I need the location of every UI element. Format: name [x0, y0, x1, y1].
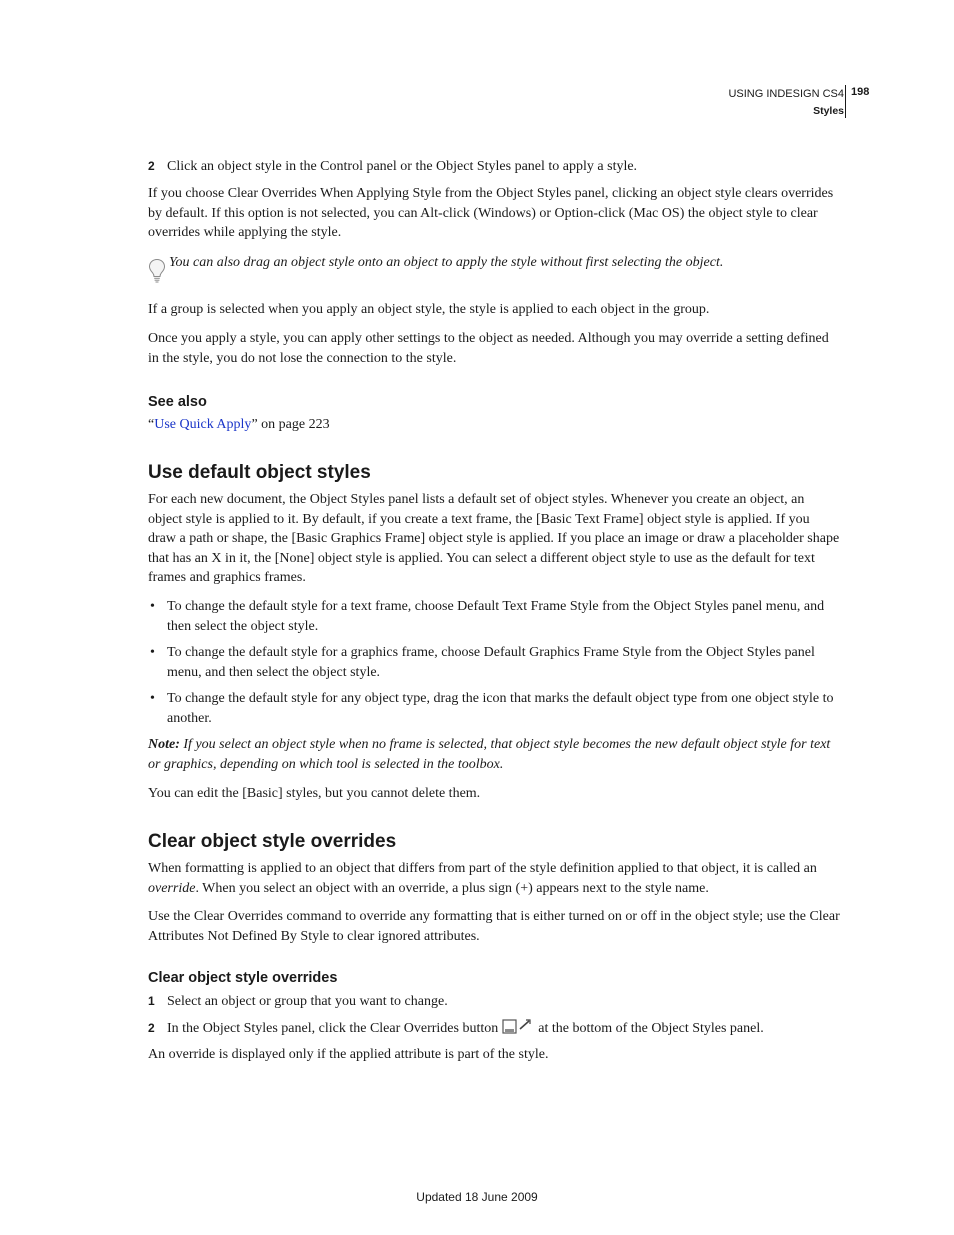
page-number: 198	[851, 86, 870, 98]
use-default-object-styles-heading: Use default object styles	[148, 462, 371, 483]
list-item	[148, 597, 840, 636]
lightbulb-icon	[148, 258, 166, 284]
see-also-reference	[148, 415, 840, 435]
note-label: Note:	[148, 737, 180, 752]
bullet-marker: •	[150, 599, 155, 614]
step-number: 2	[148, 1021, 155, 1035]
final-paragraph: An override is displayed only if the applied attribute is part of the style.	[148, 1047, 549, 1062]
see-also-heading: See also	[148, 394, 207, 410]
section-name: Styles	[813, 105, 844, 117]
group-paragraph: If a group is selected when you apply an object style, the style is applied to each object in the group.	[148, 302, 710, 317]
clear-overrides-command-paragraph: Use the Clear Overrides command to override any formatting that is either turned on or off in the object style; use the Clear Attributes Not Defined By Style to clear ignored attributes.	[148, 909, 840, 944]
page-reference: ” on page 223	[251, 417, 330, 432]
note-text: If you select an object style when no frame is selected, that object style becomes the new default object style for text or graphics, depending on which tool is selected in the toolbox.	[148, 737, 831, 772]
list-item	[148, 643, 840, 682]
step-text: Select an object or group that you want to change.	[167, 994, 448, 1009]
doc-title: USING INDESIGN CS4	[728, 88, 844, 100]
list-item	[148, 689, 840, 728]
use-quick-apply-link[interactable]: Use Quick Apply	[154, 417, 252, 432]
list-item-text: To change the default style for a graphics frame, choose Default Graphics Frame Style from the Object Styles panel menu, and then select the object style.	[167, 645, 815, 680]
override-intro	[148, 859, 840, 898]
note	[148, 735, 840, 774]
bullet-marker: •	[150, 645, 155, 660]
step-text-before: In the Object Styles panel, click the Clear Overrides button	[167, 1021, 499, 1036]
clear-overrides-paragraph: If you choose Clear Overrides When Applying Style from the Object Styles panel, clicking an object style clears overrides by default. If this option is not selected, you can Alt-click (Windows) or Option-click (Mac OS) the object style to clear overrides while applying the style.	[148, 186, 834, 241]
list-item-text: To change the default style for any object type, drag the icon that marks the default object type from one object style to another.	[167, 691, 834, 726]
step-1	[148, 992, 840, 1012]
clear-overrides-icon	[502, 1018, 532, 1036]
step-text: Click an object style in the Control panel or the Object Styles panel to apply a style.	[167, 159, 638, 174]
step-text-after: at the bottom of the Object Styles panel.	[538, 1021, 764, 1036]
tip-text: You can also drag an object style onto an object to apply the style without first selecting the object.	[169, 255, 724, 270]
step-2-clear	[148, 1018, 840, 1039]
clear-overrides-subheading: Clear object style overrides	[148, 970, 338, 986]
header-titles	[728, 86, 844, 120]
open-quote: “	[148, 417, 155, 432]
clear-object-style-overrides-heading: Clear object style overrides	[148, 831, 397, 852]
override-term: override	[148, 880, 196, 896]
step-number: 1	[148, 994, 155, 1008]
once-paragraph: Once you apply a style, you can apply other settings to the object as needed. Although you may override a setting defined in the style, you do not lose the connection to the style.	[148, 331, 829, 366]
edit-basic-paragraph: You can edit the [Basic] styles, but you cannot delete them.	[148, 786, 481, 801]
header-divider	[845, 85, 846, 118]
footer-updated: Updated 18 June 2009	[416, 1190, 538, 1204]
default-styles-intro: For each new document, the Object Styles panel lists a default set of object styles. Whenever you create an object, an object style is applied to it. By default, if you create a text frame, the [Basic Text Frame] object style is applied. If you draw a path or shape, the [Basic Graphics Frame] object style is applied. If you place an image or draw a placeholder shape that has an X in it, the [None] object style is applied. You can select a different object style to use as the default for text frames and graphics frames.	[148, 492, 840, 586]
bullet-marker: •	[150, 691, 155, 706]
intro-before: When formatting is applied to an object that differs from part of the style definition applied to that object, it is called an	[148, 861, 817, 876]
step-2	[148, 157, 840, 177]
intro-after: . When you select an object with an override, a plus sign (+) appears next to the style name.	[195, 880, 709, 896]
step-number: 2	[148, 159, 155, 173]
list-item-text: To change the default style for a text frame, choose Default Text Frame Style from the Object Styles panel menu, and then select the object style.	[167, 599, 825, 634]
